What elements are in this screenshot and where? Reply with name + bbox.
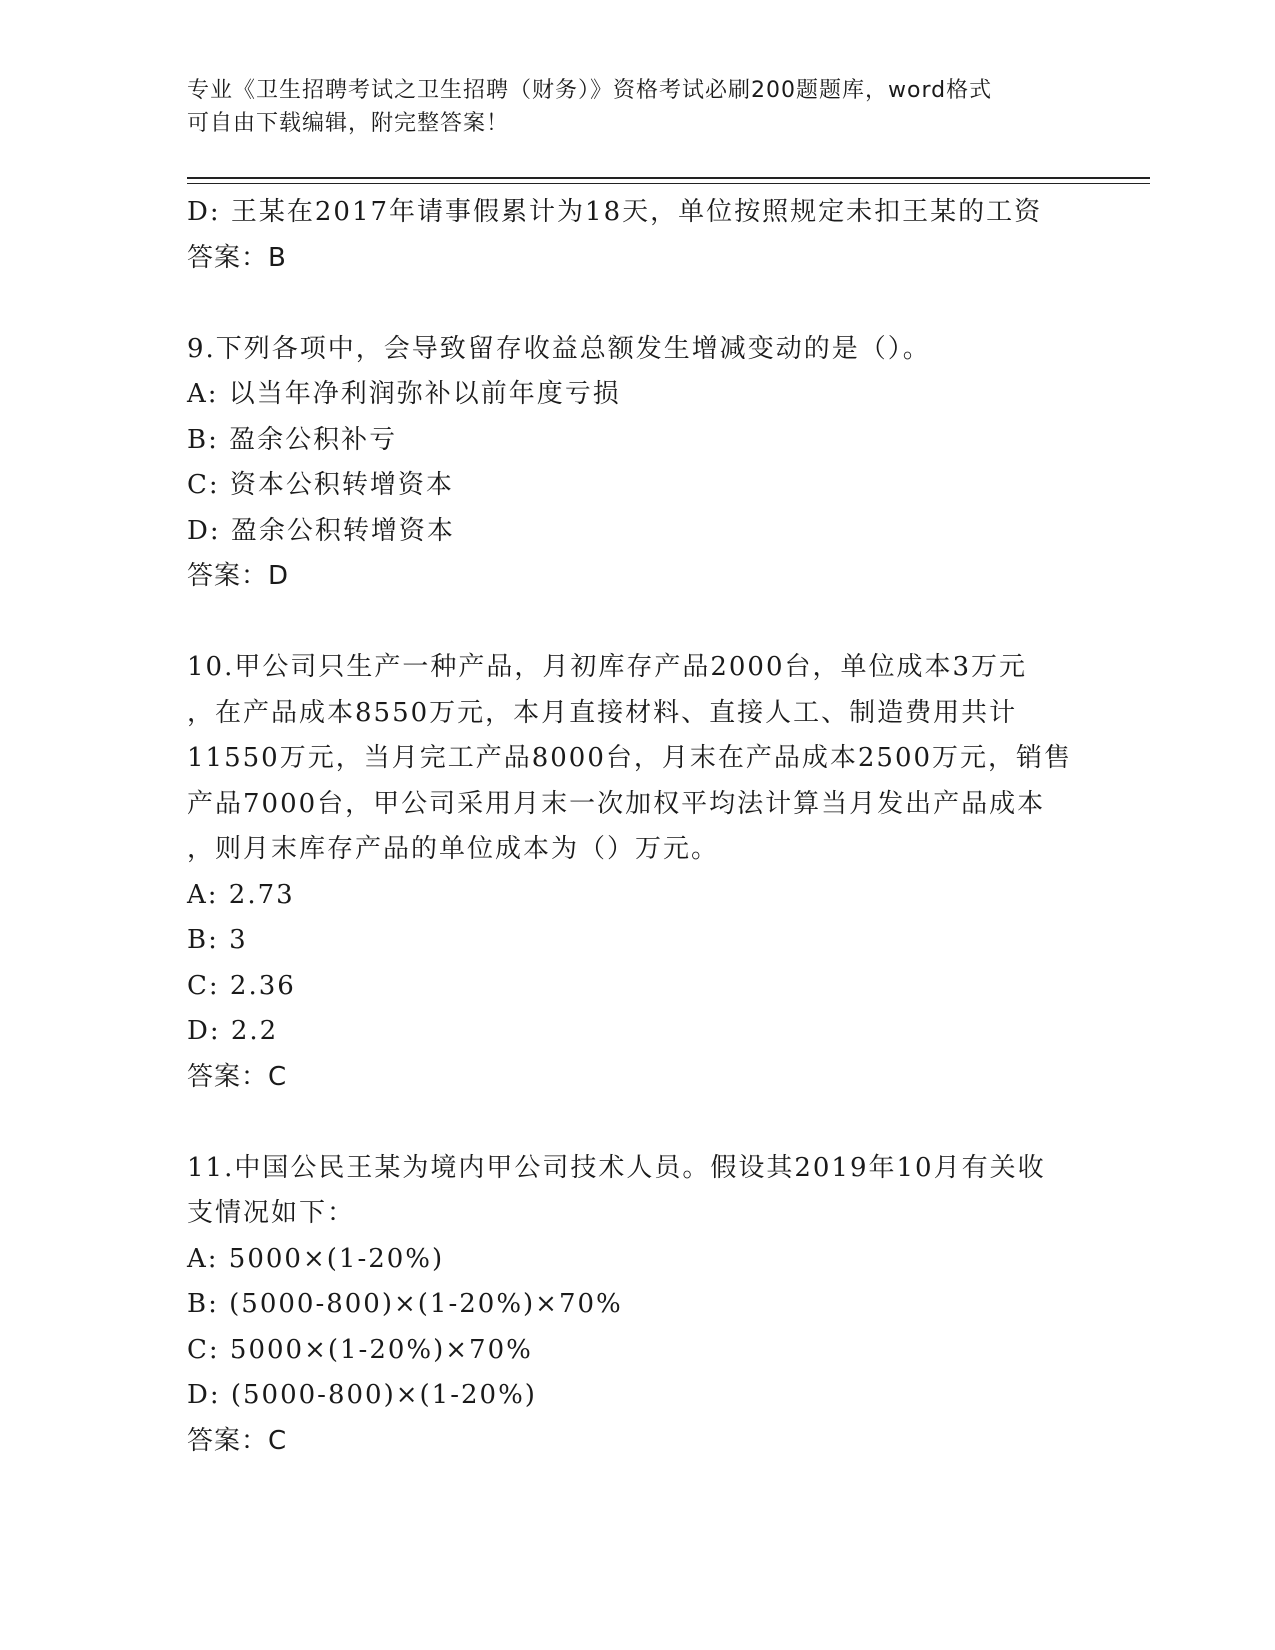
q9-option-d: D: 盈余公积转增资本 (187, 515, 455, 546)
q11-option-a: A: 5000×(1-20%) (187, 1243, 445, 1274)
question-10 (187, 645, 1087, 1100)
q8-answer: 答案：B (187, 242, 287, 273)
q9-answer: 答案：D (187, 561, 290, 591)
q9-option-a: A: 以当年净利润弥补以前年度亏损 (187, 379, 621, 409)
q9-option-b: B: 盈余公积补亏 (187, 424, 398, 455)
q10-question-line: ，则月末库存产品的单位成本为（）万元。 (187, 834, 720, 864)
header-rule-thin (187, 183, 1150, 184)
page-header (187, 74, 1087, 140)
q10-question-line: 产品7000台，甲公司采用月末一次加权平均法计算当月发出产品成本 (187, 788, 1046, 819)
question-11 (187, 1146, 1087, 1465)
q11-option-b: B: (5000-800)×(1-20%)×70% (187, 1289, 623, 1319)
q10-option-d: D: 2.2 (187, 1016, 279, 1046)
header-line-2: 可自由下载编辑，附完整答案！ (187, 111, 510, 136)
question-content (187, 190, 1087, 1464)
q10-option-b: B: 3 (187, 925, 248, 955)
q10-option-c: C: 2.36 (187, 970, 296, 1001)
q11-question-line: 支情况如下： (187, 1198, 356, 1228)
q10-answer: 答案：C (187, 1061, 288, 1092)
header-rule-thick (187, 177, 1150, 179)
spacer (187, 1100, 1087, 1146)
q11-question-line: 11.中国公民王某为境内甲公司技术人员。假设其2019年10月有关收 (187, 1152, 1046, 1183)
q9-option-c: C: 资本公积转增资本 (187, 470, 454, 500)
spacer (187, 281, 1087, 327)
q9-question: 9.下列各项中，会导致留存收益总额发生增减变动的是（）。 (187, 333, 931, 364)
question-9 (187, 327, 1087, 600)
q10-question-line: 11550万元，当月完工产品8000台，月末在产品成本2500万元，销售 (187, 743, 1073, 773)
q8-option-d: D: 王某在2017年请事假累计为18天，单位按照规定未扣王某的工资 (187, 197, 1043, 227)
question-8 (187, 190, 1087, 281)
q11-option-d: D: (5000-800)×(1-20%) (187, 1380, 537, 1410)
q10-question-line: 10.甲公司只生产一种产品，月初库存产品2000台，单位成本3万元 (187, 652, 1028, 682)
q11-answer: 答案：C (187, 1425, 288, 1456)
q11-option-c: C: 5000×(1-20%)×70% (187, 1334, 533, 1365)
q10-question-line: ，在产品成本8550万元，本月直接材料、直接人工、制造费用共计 (187, 697, 1018, 728)
spacer (187, 600, 1087, 646)
header-line-1: 专业《卫生招聘考试之卫生招聘（财务）》资格考试必刷200题题库，word格式 (187, 78, 993, 103)
q10-option-a: A: 2.73 (187, 879, 295, 910)
